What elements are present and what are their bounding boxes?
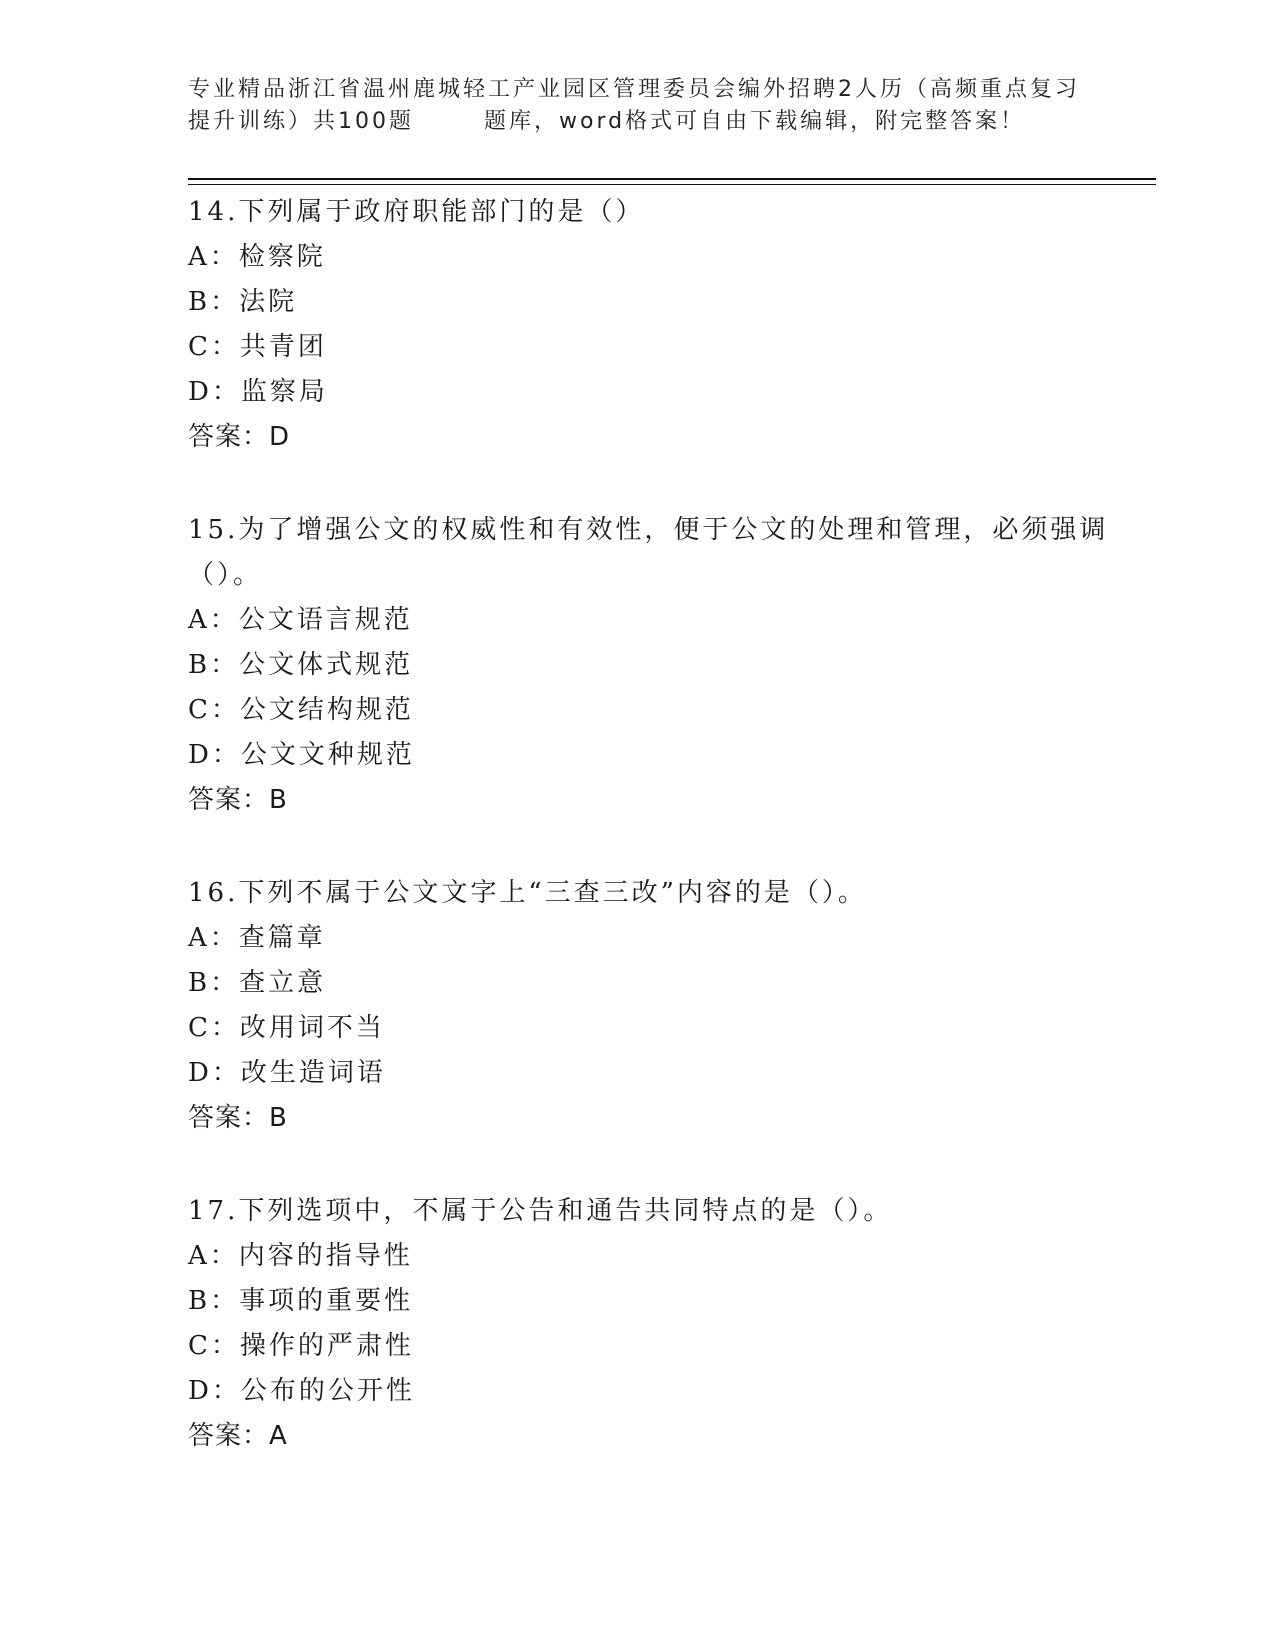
- question-block-17: [188, 1189, 1128, 1459]
- header-line-2a: 提升训练）共100题: [188, 109, 414, 134]
- option-c: C：共青团: [188, 332, 327, 362]
- question-block-16: [188, 871, 1128, 1141]
- option-c: C：操作的严肃性: [188, 1331, 414, 1361]
- option-c: C：改用词不当: [188, 1013, 385, 1043]
- question-text: 15.为了增强公文的权威性和有效性，便于公文的处理和管理，必须强调（）。: [188, 515, 1109, 590]
- option-d: D：公布的公开性: [188, 1376, 415, 1406]
- document-header: [188, 74, 1088, 138]
- option-a: A：内容的指导性: [188, 1241, 413, 1271]
- answer-text: 答案：B: [188, 785, 288, 815]
- question-block-15: [188, 508, 1128, 823]
- header-line-2b: 题库，word格式可自由下载编辑，附完整答案！: [484, 109, 1026, 134]
- answer-text: 答案：A: [188, 1421, 288, 1451]
- option-d: D：改生造词语: [188, 1058, 386, 1088]
- question-list: [188, 190, 1128, 1507]
- option-b: B：查立意: [188, 968, 327, 998]
- option-b: B：公文体式规范: [188, 650, 414, 680]
- question-text: 17.下列选项中，不属于公告和通告共同特点的是（）。: [188, 1196, 893, 1226]
- question-text: 16.下列不属于公文文字上“三查三改”内容的是（）。: [188, 878, 867, 908]
- option-c: C：公文结构规范: [188, 695, 414, 725]
- option-a: A：公文语言规范: [188, 605, 413, 635]
- option-d: D：监察局: [188, 377, 328, 407]
- option-d: D：公文文种规范: [188, 740, 415, 770]
- option-a: A：查篇章: [188, 923, 326, 953]
- question-block-14: [188, 190, 1128, 460]
- header-line-2: [188, 106, 1088, 138]
- header-line-1: 专业精品浙江省温州鹿城轻工产业园区管理委员会编外招聘2人历（高频重点复习: [188, 77, 1080, 102]
- header-rule-thick: [188, 178, 1156, 180]
- question-text: 14.下列属于政府职能部门的是（）: [188, 197, 645, 227]
- answer-text: 答案：D: [188, 422, 291, 452]
- header-rule-thin: [188, 184, 1156, 185]
- answer-text: 答案：B: [188, 1103, 288, 1133]
- option-b: B：事项的重要性: [188, 1286, 414, 1316]
- option-a: A：检察院: [188, 242, 326, 272]
- option-b: B：法院: [188, 287, 298, 317]
